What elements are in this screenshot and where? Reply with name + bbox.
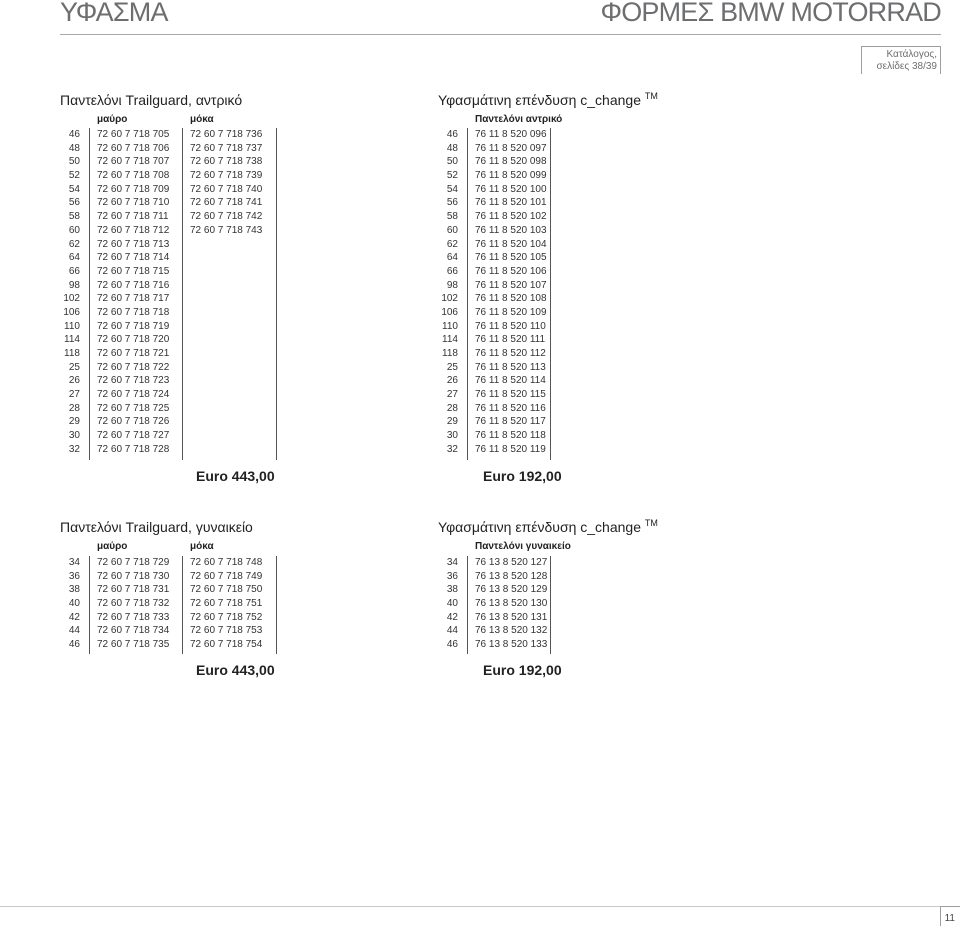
footer-divider: [0, 906, 940, 907]
column-divider: [467, 128, 468, 460]
size-cell: 29: [446, 416, 458, 428]
size-cell: 32: [68, 443, 80, 455]
section-title: ΥΦΑΣΜΑ: [60, 0, 168, 27]
part-number-cell: 72 60 7 718 748: [190, 557, 263, 568]
size-cell: 118: [64, 348, 80, 359]
part-number-cell: 76 11 8 520 099: [475, 170, 547, 182]
part-number-cell: 72 60 7 718 712: [97, 224, 170, 236]
part-number-cell: 72 60 7 718 706: [97, 142, 170, 154]
part-number-cell: 72 60 7 718 731: [97, 584, 170, 596]
part-number-cell: 72 60 7 718 732: [97, 598, 170, 610]
size-cell: 56: [446, 197, 458, 209]
size-cell: 54: [68, 183, 80, 195]
size-cell: 46: [68, 639, 80, 651]
column-divider: [89, 556, 90, 654]
part-number-cell: 72 60 7 718 716: [97, 279, 170, 291]
size-cell: 44: [68, 625, 80, 637]
column-divider: [550, 556, 551, 654]
part-number-cell: 72 60 7 718 738: [190, 156, 263, 168]
column-divider: [276, 556, 277, 654]
size-cell: 66: [446, 265, 458, 277]
column-divider: [182, 556, 183, 654]
column-divider: [276, 128, 277, 460]
size-cell: 110: [64, 320, 80, 332]
size-cell: 36: [446, 570, 458, 582]
part-number-cell: 76 11 8 520 115: [475, 389, 546, 401]
part-number-cell: 76 13 8 520 133: [475, 639, 548, 651]
size-cell: 114: [442, 334, 458, 346]
size-cell: 106: [63, 306, 80, 318]
part-number-cell: 72 60 7 718 727: [97, 430, 170, 442]
part-number-cell: 72 60 7 718 722: [97, 361, 170, 373]
part-number-cell: 72 60 7 718 723: [97, 375, 170, 387]
part-number-cell: 76 11 8 520 111: [475, 334, 546, 346]
size-cell: 36: [68, 570, 80, 582]
col-header-black: μαύρο: [97, 114, 128, 125]
size-cell: 29: [68, 416, 80, 428]
size-cell: 40: [446, 598, 458, 610]
part-number-cell: 72 60 7 718 726: [97, 416, 170, 428]
part-number-cell: 72 60 7 718 721: [97, 348, 170, 359]
part-number-cell: 72 60 7 718 741: [190, 197, 263, 209]
part-number-cell: 72 60 7 718 737: [190, 142, 263, 154]
size-cell: 98: [68, 279, 80, 291]
size-cell: 58: [68, 211, 80, 223]
size-cell: 48: [68, 142, 80, 154]
size-cell: 46: [446, 639, 458, 651]
size-cell: 118: [442, 348, 458, 359]
part-number-cell: 72 60 7 718 711: [97, 211, 169, 223]
part-number-cell: 76 11 8 520 102: [475, 211, 547, 223]
part-number-cell: 72 60 7 718 735: [97, 639, 170, 651]
part-number-cell: 72 60 7 718 749: [190, 570, 263, 582]
price: Euro 443,00: [196, 468, 275, 484]
part-number-cell: 72 60 7 718 713: [97, 238, 170, 250]
part-number-cell: 72 60 7 718 739: [190, 170, 263, 182]
price: Euro 192,00: [483, 662, 562, 678]
size-cell: 46: [446, 129, 458, 140]
part-number-cell: 72 60 7 718 714: [97, 252, 170, 264]
size-cell: 48: [446, 142, 458, 154]
part-number-cell: 72 60 7 718 708: [97, 170, 170, 182]
part-number-cell: 72 60 7 718 743: [190, 224, 263, 236]
catalog-reference-line2: σελίδες 38/39: [876, 61, 937, 72]
column-divider: [550, 128, 551, 460]
size-cell: 34: [446, 557, 458, 568]
trademark: TM: [644, 91, 658, 101]
part-number-cell: 76 11 8 520 112: [475, 348, 546, 359]
column-divider: [89, 128, 90, 460]
part-number-cell: 72 60 7 718 710: [97, 197, 170, 209]
column-divider: [467, 556, 468, 654]
part-number-cell: 76 13 8 520 129: [475, 584, 548, 596]
size-cell: 56: [68, 197, 80, 209]
part-number-cell: 76 13 8 520 127: [475, 557, 548, 568]
page-number: 11: [944, 913, 955, 924]
part-number-cell: 72 60 7 718 717: [97, 293, 170, 305]
part-number-cell: 72 60 7 718 736: [190, 129, 263, 140]
part-number-cell: 76 11 8 520 109: [475, 306, 547, 318]
part-number-cell: 76 13 8 520 128: [475, 570, 548, 582]
column-divider: [182, 128, 183, 460]
women-liner-title: [438, 519, 658, 535]
part-number-cell: 76 11 8 520 097: [475, 142, 547, 154]
size-cell: 28: [446, 402, 458, 414]
catalog-reference-line1: Κατάλογος,: [886, 49, 937, 60]
part-number-cell: 76 11 8 520 114: [475, 375, 546, 387]
catalog-reference: [861, 46, 941, 74]
part-number-cell: 72 60 7 718 752: [190, 611, 263, 623]
part-number-cell: 72 60 7 718 719: [97, 320, 170, 332]
women-trousers-table: [60, 519, 420, 689]
part-number-cell: 72 60 7 718 754: [190, 639, 263, 651]
size-cell: 26: [68, 375, 80, 387]
size-cell: 102: [441, 293, 458, 305]
col-header-men-trousers: Παντελόνι αντρικό: [475, 114, 563, 125]
trademark: TM: [644, 518, 658, 528]
part-number-cell: 72 60 7 718 728: [97, 443, 170, 455]
part-number-cell: 76 11 8 520 104: [475, 238, 547, 250]
size-cell: 34: [68, 557, 80, 568]
men-liner-table: [438, 92, 738, 492]
part-number-cell: 72 60 7 718 707: [97, 156, 170, 168]
size-cell: 62: [446, 238, 458, 250]
size-cell: 44: [446, 625, 458, 637]
catalog-title: ΦΟΡΜΕΣ BMW MOTORRAD: [600, 0, 941, 27]
men-liner-title: [438, 92, 658, 108]
size-cell: 102: [63, 293, 80, 305]
size-cell: 58: [446, 211, 458, 223]
part-number-cell: 72 60 7 718 740: [190, 183, 263, 195]
size-cell: 28: [68, 402, 80, 414]
size-cell: 38: [68, 584, 80, 596]
part-number-cell: 76 11 8 520 107: [475, 279, 547, 291]
part-number-cell: 72 60 7 718 733: [97, 611, 170, 623]
size-cell: 106: [441, 306, 458, 318]
size-cell: 27: [446, 389, 458, 401]
size-cell: 30: [68, 430, 80, 442]
part-number-cell: 76 11 8 520 116: [475, 402, 546, 414]
size-cell: 62: [68, 238, 80, 250]
part-number-cell: 76 11 8 520 110: [475, 320, 546, 332]
price: Euro 192,00: [483, 468, 562, 484]
size-cell: 25: [446, 361, 458, 373]
size-cell: 25: [68, 361, 80, 373]
col-header-black: μαύρο: [97, 541, 128, 552]
size-cell: 60: [68, 224, 80, 236]
women-liner-table: [438, 519, 738, 689]
part-number-cell: 72 60 7 718 709: [97, 183, 170, 195]
men-liner-title-text: Υφασμάτινη επένδυση c_change: [438, 92, 641, 108]
part-number-cell: 72 60 7 718 724: [97, 389, 170, 401]
size-cell: 52: [68, 170, 80, 182]
part-number-cell: 72 60 7 718 750: [190, 584, 263, 596]
size-cell: 60: [446, 224, 458, 236]
part-number-cell: 76 11 8 520 117: [475, 416, 546, 428]
part-number-cell: 76 11 8 520 101: [475, 197, 547, 209]
part-number-cell: 76 11 8 520 096: [475, 129, 547, 140]
size-cell: 32: [446, 443, 458, 455]
part-number-cell: 76 11 8 520 105: [475, 252, 547, 264]
size-cell: 64: [446, 252, 458, 264]
size-cell: 114: [64, 334, 80, 346]
part-number-cell: 76 11 8 520 100: [475, 183, 547, 195]
size-cell: 98: [446, 279, 458, 291]
part-number-cell: 76 13 8 520 132: [475, 625, 548, 637]
men-trousers-table: [60, 92, 420, 492]
size-cell: 46: [68, 129, 80, 140]
part-number-cell: 72 60 7 718 742: [190, 211, 263, 223]
size-cell: 42: [68, 611, 80, 623]
part-number-cell: 76 11 8 520 103: [475, 224, 547, 236]
size-cell: 50: [446, 156, 458, 168]
size-cell: 52: [446, 170, 458, 182]
size-cell: 110: [442, 320, 458, 332]
size-cell: 40: [68, 598, 80, 610]
women-trousers-title: Παντελόνι Trailguard, γυναικείο: [60, 519, 253, 535]
part-number-cell: 72 60 7 718 715: [97, 265, 170, 277]
size-cell: 54: [446, 183, 458, 195]
size-cell: 38: [446, 584, 458, 596]
header-divider: [60, 34, 941, 35]
part-number-cell: 72 60 7 718 720: [97, 334, 170, 346]
part-number-cell: 76 13 8 520 131: [475, 611, 548, 623]
part-number-cell: 76 11 8 520 106: [475, 265, 547, 277]
price: Euro 443,00: [196, 662, 275, 678]
part-number-cell: 76 11 8 520 119: [475, 443, 546, 455]
col-header-women-trousers: Παντελόνι γυναικείο: [475, 541, 571, 552]
women-liner-title-text: Υφασμάτινη επένδυση c_change: [438, 519, 641, 535]
size-cell: 66: [68, 265, 80, 277]
col-header-mocha: μόκα: [190, 541, 214, 552]
part-number-cell: 72 60 7 718 705: [97, 129, 170, 140]
size-cell: 27: [68, 389, 80, 401]
size-cell: 50: [68, 156, 80, 168]
part-number-cell: 76 11 8 520 118: [475, 430, 546, 442]
part-number-cell: 72 60 7 718 734: [97, 625, 170, 637]
size-cell: 30: [446, 430, 458, 442]
part-number-cell: 72 60 7 718 730: [97, 570, 170, 582]
part-number-cell: 72 60 7 718 729: [97, 557, 170, 568]
part-number-cell: 72 60 7 718 751: [190, 598, 263, 610]
part-number-cell: 72 60 7 718 725: [97, 402, 170, 414]
size-cell: 42: [446, 611, 458, 623]
part-number-cell: 76 13 8 520 130: [475, 598, 548, 610]
part-number-cell: 76 11 8 520 113: [475, 361, 546, 373]
part-number-cell: 76 11 8 520 108: [475, 293, 547, 305]
men-trousers-title: Παντελόνι Trailguard, αντρικό: [60, 92, 243, 108]
part-number-cell: 76 11 8 520 098: [475, 156, 547, 168]
size-cell: 26: [446, 375, 458, 387]
size-cell: 64: [68, 252, 80, 264]
part-number-cell: 72 60 7 718 718: [97, 306, 170, 318]
col-header-mocha: μόκα: [190, 114, 214, 125]
part-number-cell: 72 60 7 718 753: [190, 625, 263, 637]
